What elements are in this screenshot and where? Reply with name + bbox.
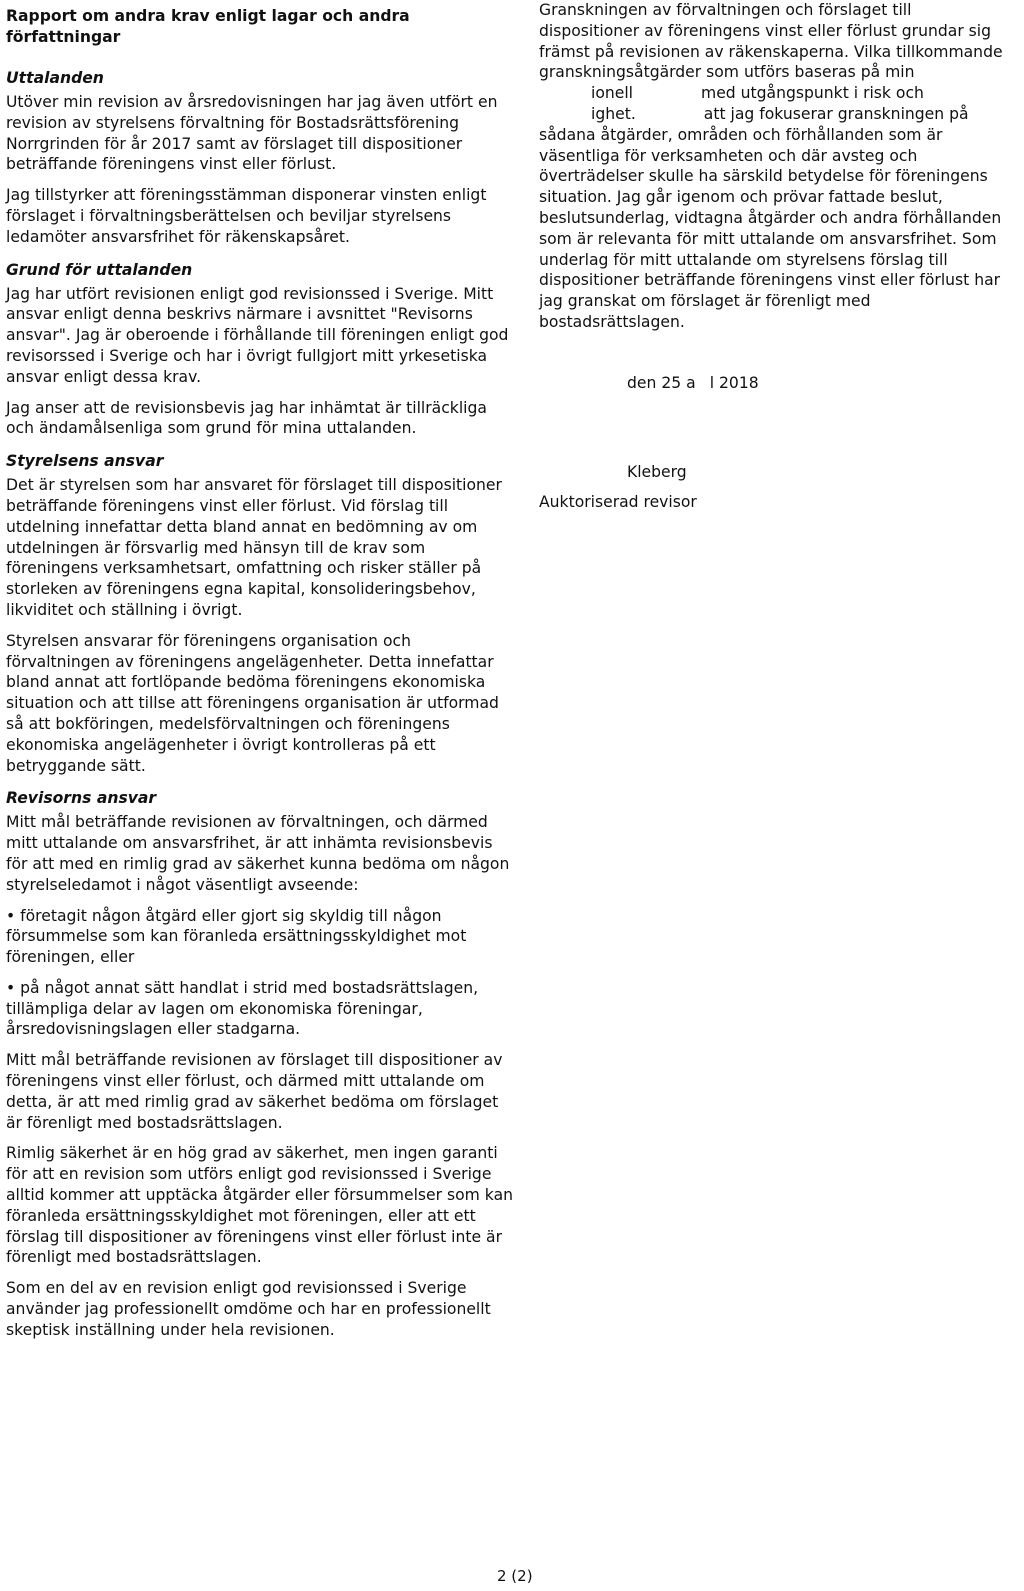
revisorns-paragraph-3: Som en del av en revision enligt god revisionssed i Sverige använder jag professionellt omdöme och har en professionellt skeptisk inställning under hela revisionen. — [6, 1279, 491, 1339]
section-heading-styrelsens-ansvar: Styrelsens ansvar — [6, 452, 164, 471]
right-line-5-fragment-b: med utgångspunkt i risk och — [701, 84, 924, 103]
left-column — [6, 6, 516, 1353]
right-line-5-fragment-a: ionell — [591, 84, 634, 103]
right-line-10: situation. Jag går igenom och prövar fattade beslut, — [539, 188, 943, 207]
right-line-6-fragment-b: att jag fokuserar granskningen på — [703, 104, 969, 123]
uttalanden-paragraph-1: Utöver min revision av årsredovisningen har jag även utfört en revision av styrelsens förvaltning för Bostadsrättsförening Norrgrinden för år 2017 samt av förslaget till dispositioner beträffande föreningens vinst eller förlust. — [6, 93, 498, 174]
section-uttalanden — [6, 68, 516, 248]
section-styrelsens-ansvar — [6, 451, 516, 776]
signature-date — [627, 373, 759, 394]
right-line-1: Granskningen av förvaltningen och förslaget till — [539, 1, 912, 19]
grund-paragraph-1: Jag har utfört revisionen enligt god revisionssed i Sverige. Mitt ansvar enligt denna beskrivs närmare i avsnittet "Revisorns ansvar". Jag är oberoende i förhållande till föreningen enligt god revisorssed i Sverige och har i övrigt fullgjort mitt yrkesetiska ansvar enligt dessa krav. — [6, 284, 509, 386]
page-number: 2 (2) — [497, 1567, 533, 1585]
document-title — [6, 6, 516, 48]
right-line-6-fragment-a: ighet. — [591, 104, 636, 123]
right-line-8: väsentliga för verksamheten och där avsteg och — [539, 146, 918, 165]
right-column — [539, 0, 1024, 511]
revisorns-paragraph-1: Mitt mål beträffande revisionen av förslaget till dispositioner av föreningens vinst eller förlust, och därmed mitt uttalande om detta, är att med rimlig grad av säkerhet bedöma om förslaget är förenligt med bostadsrättslagen. — [6, 1051, 503, 1132]
right-line-4: granskningsåtgärder som utförs baseras på min — [539, 63, 915, 82]
right-line-13: underlag för mitt uttalande om styrelsens förslag till — [539, 250, 948, 269]
right-column-paragraph — [539, 0, 1024, 333]
section-grund — [6, 260, 516, 440]
revisorns-paragraph-2: Rimlig säkerhet är en hög grad av säkerhet, men ingen garanti för att en revision som utförs enligt god revisionssed i Sverige alltid kommer att upptäcka åtgärder eller försummelser som kan föranleda ersättningsskyldighet mot föreningen, eller att ett förslag till dispositioner av föreningens vinst eller förlust inte är förenligt med bostadsrättslagen. — [6, 1144, 514, 1267]
right-line-15: jag granskat om förslaget är förenligt med — [539, 292, 871, 311]
right-line-14: dispositioner beträffande föreningens vinst eller förlust har — [539, 271, 1001, 290]
section-heading-revisorns-ansvar: Revisorns ansvar — [6, 789, 157, 808]
signature-date-part-a: den 25 a — [627, 374, 696, 392]
right-line-2: dispositioner av föreningens vinst eller förlust grundar sig — [539, 21, 992, 40]
signer-name: Kleberg — [627, 463, 687, 481]
section-heading-uttalanden: Uttalanden — [6, 69, 104, 87]
styrelsens-paragraph-2: Styrelsen ansvarar för föreningens organisation och förvaltningen av föreningens angelägenheter. Detta innefattar bland annat att fortlöpande bedöma föreningens ekonomiska situation och att tillse att föreningens organisation är utformad så att bokföringen, medelsförvaltningen och föreningens ekonomiska angelägenheter i övrigt kontrolleras på ett betryggande sätt. — [6, 631, 499, 775]
right-line-11: beslutsunderlag, vidtagna åtgärder och andra förhållanden — [539, 208, 1002, 227]
right-line-9: överträdelser skulle ha särskild betydelse för föreningens — [539, 167, 988, 186]
right-line-16: bostadsrättslagen. — [539, 312, 685, 331]
revisorns-bullet-2: • på något annat sätt handlat i strid med bostadsrättslagen, tillämpliga delar av lagen om ekonomiska föreningar, årsredovisningslagen eller stadgarna. — [6, 978, 479, 1039]
styrelsens-paragraph-1: Det är styrelsen som har ansvaret för förslaget till dispositioner beträffande föreningens vinst eller förlust. Vid förslag till utdelning innefattar detta bland annat en bedömning av om utdelningen är försvarlig med hänsyn till de krav som föreningens verksamhetsart, omfattning och risker ställer på storleken av föreningens egna kapital, konsolideringsbehov, likviditet och ställning i övrigt. — [6, 476, 502, 619]
right-line-12: som är relevanta för mitt uttalande om ansvarsfrihet. Som — [539, 229, 997, 248]
right-line-5 — [539, 83, 1024, 104]
revisorns-bullet-1: • företagit någon åtgärd eller gjort sig skyldig till någon försummelse som kan föranleda ersättningsskyldighet mot föreningen, eller — [6, 906, 467, 967]
signer-title: Auktoriserad revisor — [539, 493, 697, 511]
right-line-7: sådana åtgärder, områden och förhållanden som är — [539, 125, 943, 144]
signature-date-part-b: l 2018 — [709, 374, 759, 392]
right-line-3: främst på revisionen av räkenskaperna. Vilka tillkommande — [539, 42, 1003, 61]
grund-paragraph-2: Jag anser att de revisionsbevis jag har inhämtat är tillräckliga och ändamålsenliga som grund för mina uttalanden. — [6, 398, 487, 438]
revisorns-intro-paragraph: Mitt mål beträffande revisionen av förvaltningen, och därmed mitt uttalande om ansvarsfrihet, är att inhämta revisionsbevis för att med en rimlig grad av säkerhet kunna bedöma om någon styrelseledamot i något väsentligt avseende: — [6, 813, 510, 894]
document-title-line-1: Rapport om andra krav enligt lagar och andra — [6, 7, 410, 25]
section-heading-grund: Grund för uttalanden — [6, 260, 193, 279]
right-line-6 — [539, 104, 1024, 125]
section-revisorns-ansvar — [6, 788, 516, 1340]
uttalanden-paragraph-2: Jag tillstyrker att föreningsstämman disponerar vinsten enligt förslaget i förvaltningsberättelsen och beviljar styrelsens ledamöter ansvarsfrihet för räkenskapsåret. — [6, 186, 487, 246]
document-title-line-2: författningar — [6, 28, 121, 46]
